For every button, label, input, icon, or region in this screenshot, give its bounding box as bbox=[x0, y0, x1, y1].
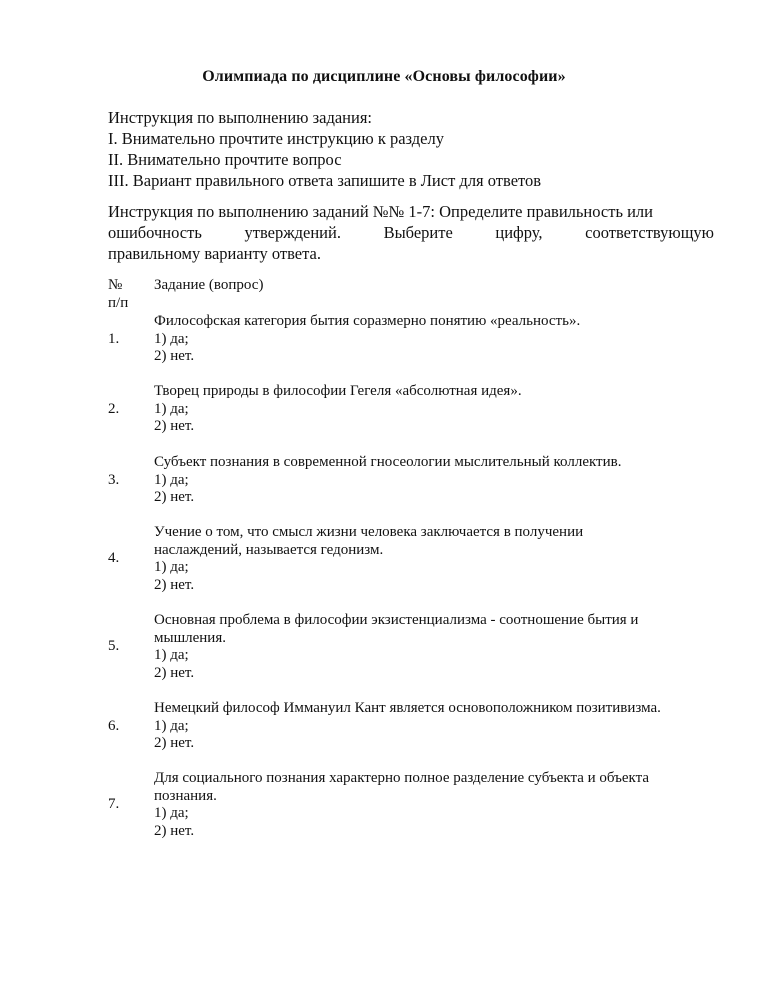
number-header-line: № bbox=[108, 277, 123, 293]
question-statement-line: Учение о том, что смысл жизни человека заключается в получении bbox=[154, 524, 584, 540]
task-instruction-line: ошибочность утверждений. Выберите цифру, соответствующую bbox=[108, 223, 714, 242]
answer-option: 2) нет. bbox=[154, 489, 195, 505]
answer-option: 1) да; bbox=[154, 471, 189, 488]
answer-option: 2) нет. bbox=[154, 735, 195, 751]
answer-option: 1) да; bbox=[154, 330, 189, 347]
question-text bbox=[154, 313, 728, 366]
question-number: 7. bbox=[108, 796, 120, 813]
question-statement-line: Для социального познания характерно полное разделение субъекта и объекта bbox=[154, 770, 650, 786]
answer-option: 1) да; bbox=[154, 647, 189, 663]
answer-option: 2) нет. bbox=[154, 576, 195, 593]
number-column-header bbox=[108, 276, 148, 312]
question-number: 2. bbox=[108, 400, 120, 417]
question-statement-line: Творец природы в философии Гегеля «абсолютная идея». bbox=[154, 383, 522, 399]
question-statement-line: Основная проблема в философии экзистенциализма - соотношение бытия и bbox=[154, 612, 639, 628]
task-instruction-line: правильному варианту ответа. bbox=[108, 244, 321, 263]
instruction-line: I. Внимательно прочтите инструкцию к разделу bbox=[108, 129, 444, 148]
number-header-line: п/п bbox=[108, 295, 129, 311]
question-statement-line: Субъект познания в современной гносеологии мыслительный коллектив. bbox=[154, 454, 622, 470]
question-number: 5. bbox=[108, 638, 120, 655]
question-number: 4. bbox=[108, 550, 120, 567]
question-number: 6. bbox=[108, 717, 120, 734]
task-instruction-block bbox=[108, 201, 714, 264]
answer-option: 2) нет. bbox=[154, 348, 195, 364]
answer-option: 1) да; bbox=[154, 805, 189, 821]
instructions-heading: Инструкция по выполнению задания: bbox=[108, 108, 372, 127]
answer-option: 2) нет. bbox=[154, 664, 195, 681]
answer-option: 1) да; bbox=[154, 717, 189, 734]
task-instruction-line: Инструкция по выполнению заданий №№ 1-7: Определите правильность или bbox=[108, 202, 653, 221]
question-statement-line: наслаждений, называется гедонизм. bbox=[154, 541, 384, 558]
question-text bbox=[154, 454, 728, 507]
task-column-header: Задание (вопрос) bbox=[154, 277, 264, 293]
question-text bbox=[154, 612, 728, 682]
answer-option: 2) нет. bbox=[154, 418, 195, 434]
instructions-block bbox=[108, 107, 714, 191]
document-title: Олимпиада по дисциплине «Основы философии» bbox=[202, 68, 566, 85]
question-statement-line: познания. bbox=[154, 787, 217, 804]
question-text bbox=[154, 383, 728, 436]
question-number: 1. bbox=[108, 330, 120, 347]
question-text bbox=[154, 700, 728, 753]
answer-option: 1) да; bbox=[154, 559, 189, 575]
question-statement-line: Немецкий философ Иммануил Кант является основоположником позитивизма. bbox=[154, 700, 661, 716]
question-statement-line: Философская категория бытия соразмерно понятию «реальность». bbox=[154, 313, 581, 329]
answer-option: 1) да; bbox=[154, 400, 189, 417]
answer-option: 2) нет. bbox=[154, 822, 195, 839]
instruction-line: II. Внимательно прочтите вопрос bbox=[108, 150, 342, 169]
instruction-line: III. Вариант правильного ответа запишите в Лист для ответов bbox=[108, 171, 542, 190]
question-text bbox=[154, 524, 728, 594]
question-text bbox=[154, 770, 728, 840]
question-number: 3. bbox=[108, 471, 120, 488]
question-statement-line: мышления. bbox=[154, 629, 226, 646]
